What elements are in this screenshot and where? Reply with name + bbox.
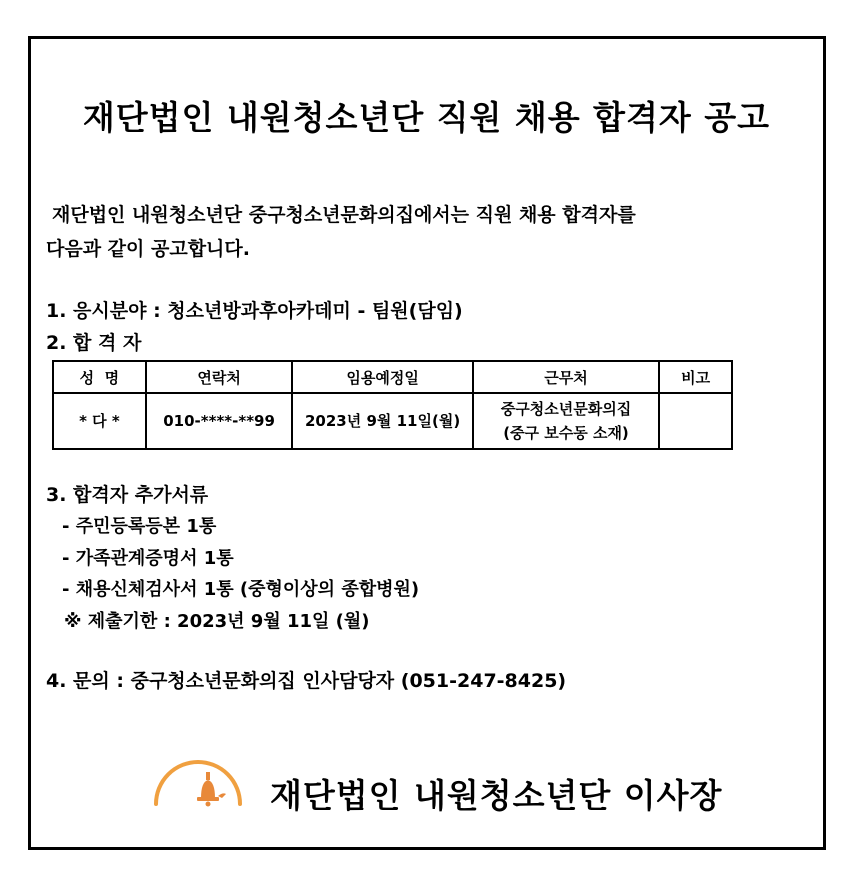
cell-note: [659, 393, 732, 449]
cell-contact: 010-****-**99: [146, 393, 293, 449]
header-contact: 연락처: [146, 361, 293, 393]
header-note: 비고: [659, 361, 732, 393]
intro-paragraph: [46, 198, 746, 266]
section-3-title: 3. 합격자 추가서류: [46, 484, 209, 506]
section-2-title: 2. 합 격 자: [46, 332, 142, 354]
header-workplace: 근무처: [473, 361, 659, 393]
workplace-name: 중구청소년문화의집: [500, 400, 632, 418]
header-name: 성 명: [53, 361, 146, 393]
document-item-2: - 가족관계증명서 1통: [62, 548, 234, 569]
intro-line-2: 다음과 같이 공고합니다.: [46, 238, 250, 260]
table-header-row: [53, 361, 732, 393]
document-item-1: - 주민등록등본 1통: [62, 516, 217, 537]
section-4-inquiry: 4. 문의 : 중구청소년문화의집 인사담당자 (051-247-8425): [46, 670, 567, 692]
section-1-field: 1. 응시분야 : 청소년방과후아카데미 - 팀원(담임): [46, 300, 463, 322]
cell-workplace: [473, 393, 659, 449]
cell-name: * 다 *: [53, 393, 146, 449]
intro-line-1: 재단법인 내원청소년단 중구청소년문화의집에서는 직원 채용 합격자를: [52, 204, 636, 226]
workplace-location: (중구 보수동 소재): [503, 424, 629, 442]
result-table: [52, 360, 733, 450]
table-row: [53, 393, 732, 449]
notice-title: 재단법인 내원청소년단 직원 채용 합격자 공고: [82, 98, 771, 137]
bell-emblem-icon: [152, 758, 244, 808]
cell-date: 2023년 9월 11일(월): [292, 393, 472, 449]
submission-deadline: ※ 제출기한 : 2023년 9월 11일 (월): [64, 611, 370, 632]
document-item-3: - 채용신체검사서 1통 (중형이상의 종합병원): [62, 579, 420, 600]
signature-issuer: 재단법인 내원청소년단 이사장: [270, 776, 723, 815]
header-date: 임용예정일: [292, 361, 472, 393]
